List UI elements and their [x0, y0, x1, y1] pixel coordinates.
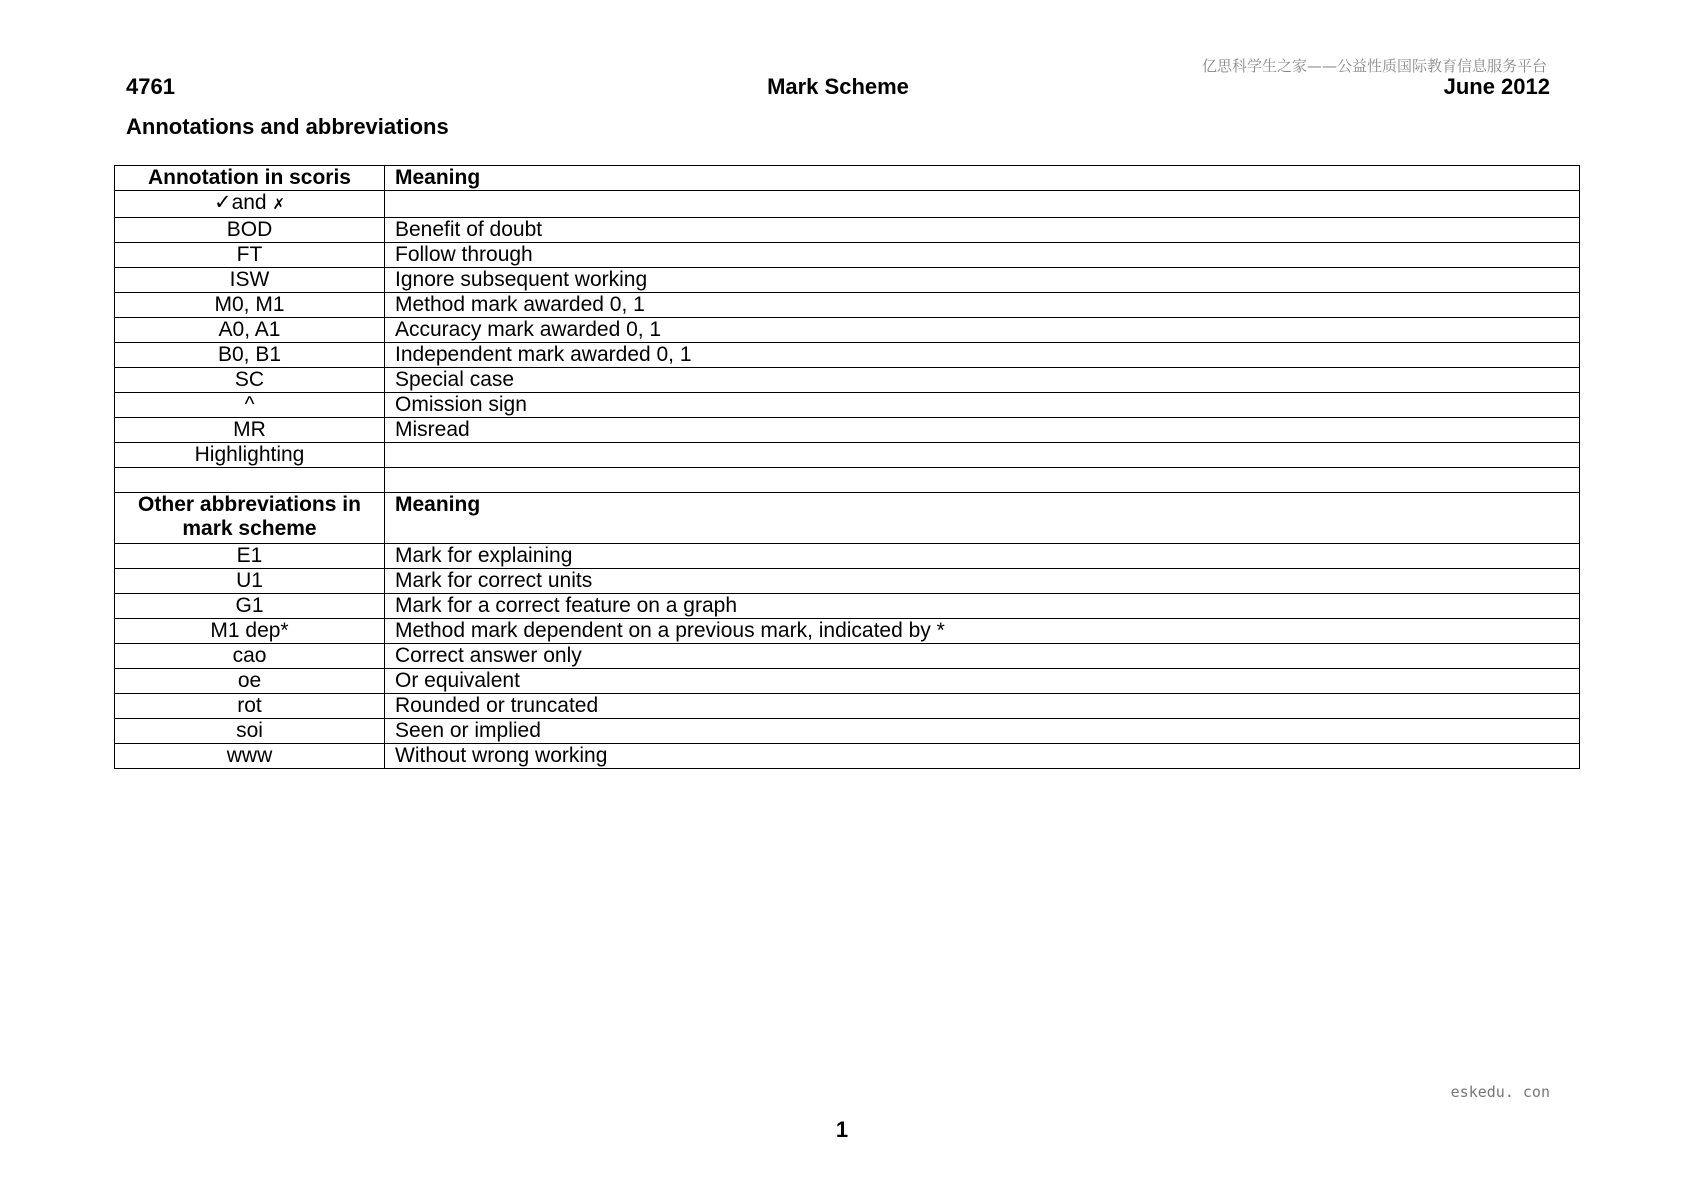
- abbreviation-cell: www: [115, 744, 385, 769]
- abbreviation-cell: soi: [115, 719, 385, 744]
- abbreviation-cell: U1: [115, 569, 385, 594]
- table-row: [115, 418, 1580, 443]
- table-header-row: [115, 166, 1580, 191]
- page-header: [126, 74, 1550, 102]
- table-row: [115, 569, 1580, 594]
- abbreviations-table: [114, 165, 1580, 769]
- watermark-top: 亿思科学生之家——公益性质国际教育信息服务平台: [1201, 57, 1547, 75]
- meaning-cell: Misread: [385, 418, 1580, 443]
- meaning-cell: Seen or implied: [385, 719, 1580, 744]
- column-header-other-abbreviations: Other abbreviations in mark scheme: [115, 493, 385, 544]
- tick-cross-and-label: and: [231, 191, 267, 214]
- meaning-cell: Method mark awarded 0, 1: [385, 293, 1580, 318]
- abbreviation-cell: Highlighting: [115, 443, 385, 468]
- table-header-row: [115, 493, 1580, 544]
- meaning-cell: Special case: [385, 368, 1580, 393]
- section-heading: Annotations and abbreviations: [126, 114, 449, 139]
- table-row: [115, 218, 1580, 243]
- meaning-cell: Follow through: [385, 243, 1580, 268]
- abbreviation-cell: SC: [115, 368, 385, 393]
- page-number: 1: [835, 1117, 849, 1142]
- meaning-cell: Method mark dependent on a previous mark, indicated by *: [385, 619, 1580, 644]
- meaning-cell: Mark for correct units: [385, 569, 1580, 594]
- abbreviation-cell: E1: [115, 544, 385, 569]
- meaning-cell: [385, 443, 1580, 468]
- meaning-cell: Or equivalent: [385, 669, 1580, 694]
- abbreviation-cell: G1: [115, 594, 385, 619]
- table-row: [115, 293, 1580, 318]
- paper-code: 4761: [126, 74, 175, 99]
- spacer-cell: [385, 468, 1580, 493]
- spacer-row: [115, 468, 1580, 493]
- column-header-annotation: Annotation in scoris: [115, 166, 385, 191]
- document-title: Mark Scheme: [767, 74, 909, 99]
- table-row: [115, 719, 1580, 744]
- abbreviation-cell: A0, A1: [115, 318, 385, 343]
- meaning-cell: Omission sign: [385, 393, 1580, 418]
- table-row: [115, 644, 1580, 669]
- meaning-cell: Accuracy mark awarded 0, 1: [385, 318, 1580, 343]
- abbreviation-cell: FT: [115, 243, 385, 268]
- abbreviation-cell: BOD: [115, 218, 385, 243]
- meaning-cell: Mark for explaining: [385, 544, 1580, 569]
- table-row: [115, 368, 1580, 393]
- table-row: [115, 694, 1580, 719]
- table-row: [115, 619, 1580, 644]
- meaning-cell: Correct answer only: [385, 644, 1580, 669]
- table-row: [115, 343, 1580, 368]
- table-row: [115, 243, 1580, 268]
- abbreviation-cell: M1 dep*: [115, 619, 385, 644]
- abbreviation-cell: oe: [115, 669, 385, 694]
- meaning-cell: Benefit of doubt: [385, 218, 1580, 243]
- watermark-bottom: eskedu. con: [1450, 1083, 1550, 1101]
- abbreviation-cell: B0, B1: [115, 343, 385, 368]
- table-row: [115, 318, 1580, 343]
- abbreviation-cell: ^: [115, 393, 385, 418]
- column-header-meaning: Meaning: [385, 493, 1580, 544]
- meaning-cell: Without wrong working: [385, 744, 1580, 769]
- meaning-cell: Mark for a correct feature on a graph: [385, 594, 1580, 619]
- tick-icon: ✓: [213, 191, 232, 214]
- table-row: [115, 393, 1580, 418]
- table-row: [115, 594, 1580, 619]
- meaning-cell: [385, 191, 1580, 218]
- meaning-cell: Rounded or truncated: [385, 694, 1580, 719]
- abbreviation-cell: cao: [115, 644, 385, 669]
- cross-icon: ✗: [272, 196, 286, 213]
- exam-date: June 2012: [1443, 74, 1550, 99]
- spacer-cell: [115, 468, 385, 493]
- table-row: [115, 544, 1580, 569]
- meaning-cell: Independent mark awarded 0, 1: [385, 343, 1580, 368]
- tick-and-cross-cell: [115, 191, 385, 218]
- table-row: [115, 191, 1580, 218]
- abbreviation-cell: MR: [115, 418, 385, 443]
- column-header-meaning: Meaning: [385, 166, 1580, 191]
- abbreviation-cell: rot: [115, 694, 385, 719]
- table-row: [115, 443, 1580, 468]
- abbreviation-cell: M0, M1: [115, 293, 385, 318]
- table-row: [115, 268, 1580, 293]
- table-row: [115, 744, 1580, 769]
- abbreviation-cell: ISW: [115, 268, 385, 293]
- meaning-cell: Ignore subsequent working: [385, 268, 1580, 293]
- table-row: [115, 669, 1580, 694]
